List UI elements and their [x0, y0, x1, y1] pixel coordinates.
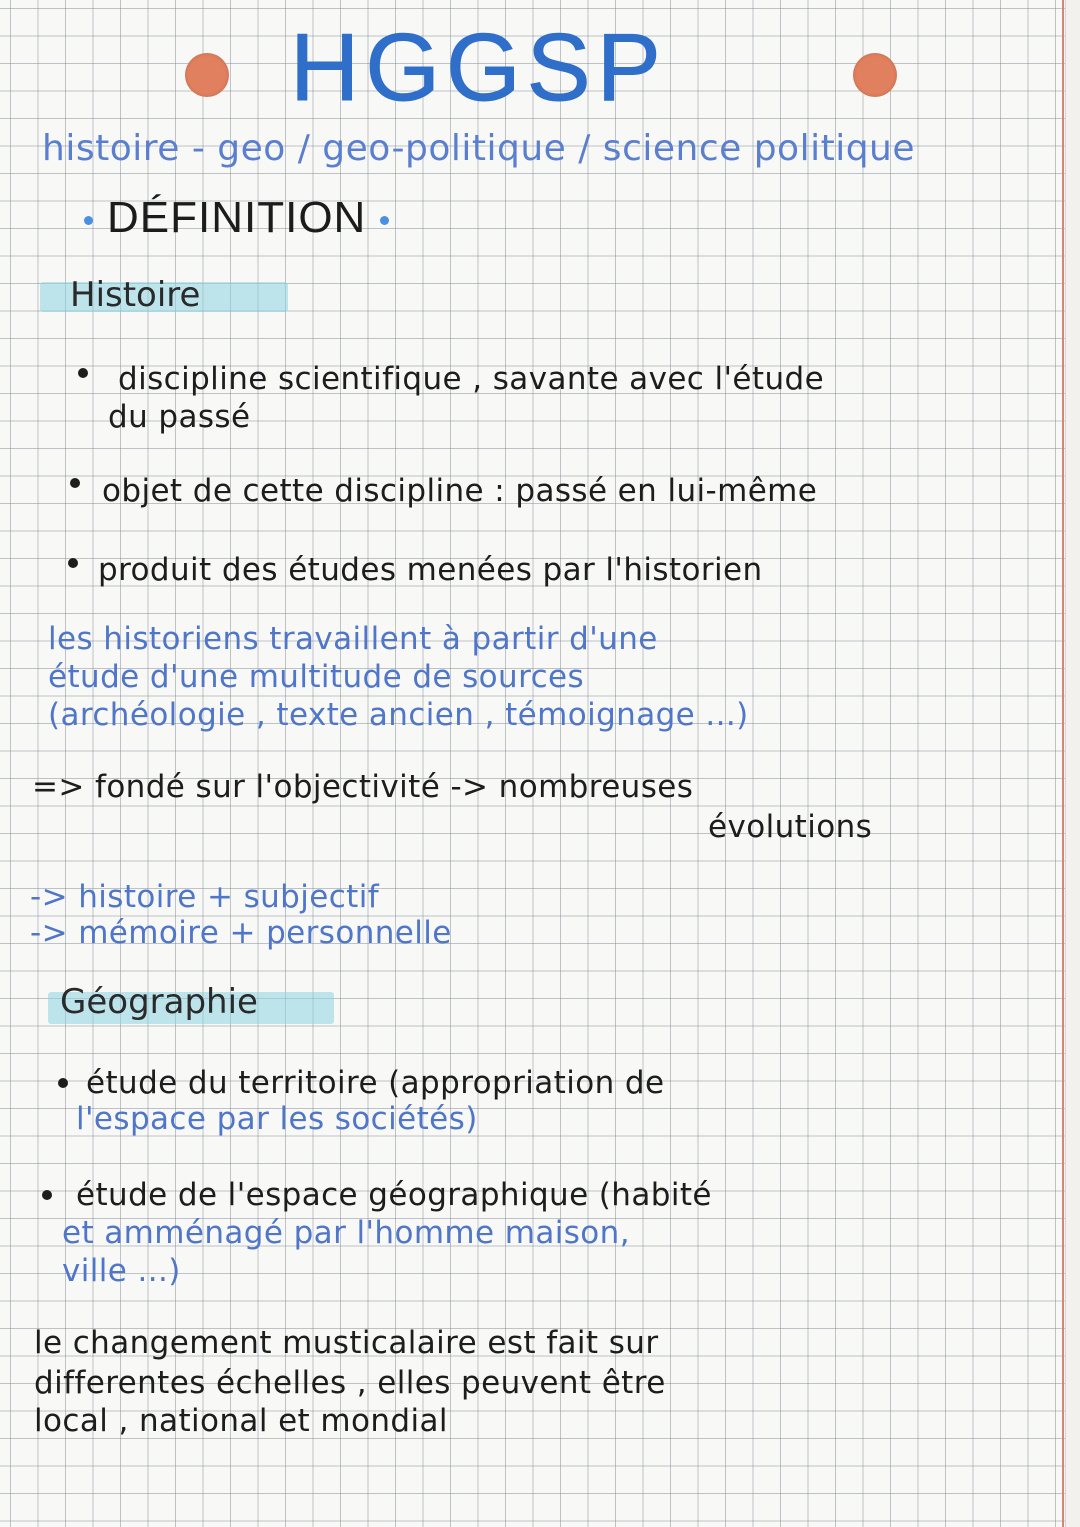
- bullet-dot-icon: [84, 216, 93, 225]
- histoire-bullet-2: objet de cette discipline : passé en lui-même: [102, 473, 818, 509]
- geographie-closing-line-2: differentes échelles , elles peuvent être: [34, 1365, 666, 1401]
- histoire-note-line-1: les historiens travaillent à partir d'une: [48, 621, 658, 657]
- geographie-heading: Géographie: [60, 982, 258, 1022]
- histoire-bullet-3: produit des études menées par l'historien: [98, 552, 763, 588]
- bullet-icon: [42, 1190, 52, 1200]
- histoire-conclusion-line-2: évolutions: [708, 809, 873, 845]
- geographie-bullet-1-line-2: l'espace par les sociétés): [76, 1101, 478, 1137]
- page-subtitle: histoire - geo / geo-politique / science politique: [42, 128, 916, 169]
- bullet-icon: [70, 478, 80, 488]
- page-edge: [1065, 0, 1080, 1527]
- bullet-icon: [58, 1078, 68, 1088]
- histoire-bullet-1-line-2: du passé: [108, 399, 251, 435]
- bullet-icon: [68, 558, 78, 568]
- punch-hole-left: [185, 53, 229, 97]
- definition-heading-text: DÉFINITION: [107, 193, 367, 242]
- geographie-closing-line-1: le changement musticalaire est fait sur: [34, 1325, 659, 1361]
- histoire-bullet-1-line-1: discipline scientifique , savante avec l'étude: [118, 361, 825, 397]
- bullet-icon: [78, 368, 88, 378]
- histoire-conclusion-line-1: => fondé sur l'objectivité -> nombreuses: [32, 769, 694, 805]
- bullet-dot-icon: [380, 216, 389, 225]
- geographie-bullet-2-line-1: étude de l'espace géographique (habité: [76, 1177, 712, 1213]
- histoire-note-line-2: étude d'une multitude de sources: [48, 659, 585, 695]
- geographie-bullet-1-line-1: étude du territoire (appropriation de: [86, 1065, 665, 1101]
- margin-line: [1062, 0, 1064, 1527]
- geographie-bullet-2-line-3: ville ...): [62, 1253, 181, 1289]
- histoire-note-line-3: (archéologie , texte ancien , témoignage ...): [48, 697, 749, 733]
- page-title: HGGSP: [290, 14, 667, 121]
- histoire-heading: Histoire: [70, 275, 201, 315]
- histoire-arrow-line-1: -> histoire + subjectif: [30, 879, 380, 915]
- definition-heading: [70, 193, 403, 243]
- histoire-arrow-line-2: -> mémoire + personnelle: [30, 915, 452, 951]
- geographie-closing-line-3: local , national et mondial: [34, 1403, 448, 1439]
- geographie-bullet-2-line-2: et amménagé par l'homme maison,: [62, 1215, 630, 1251]
- punch-hole-right: [853, 53, 897, 97]
